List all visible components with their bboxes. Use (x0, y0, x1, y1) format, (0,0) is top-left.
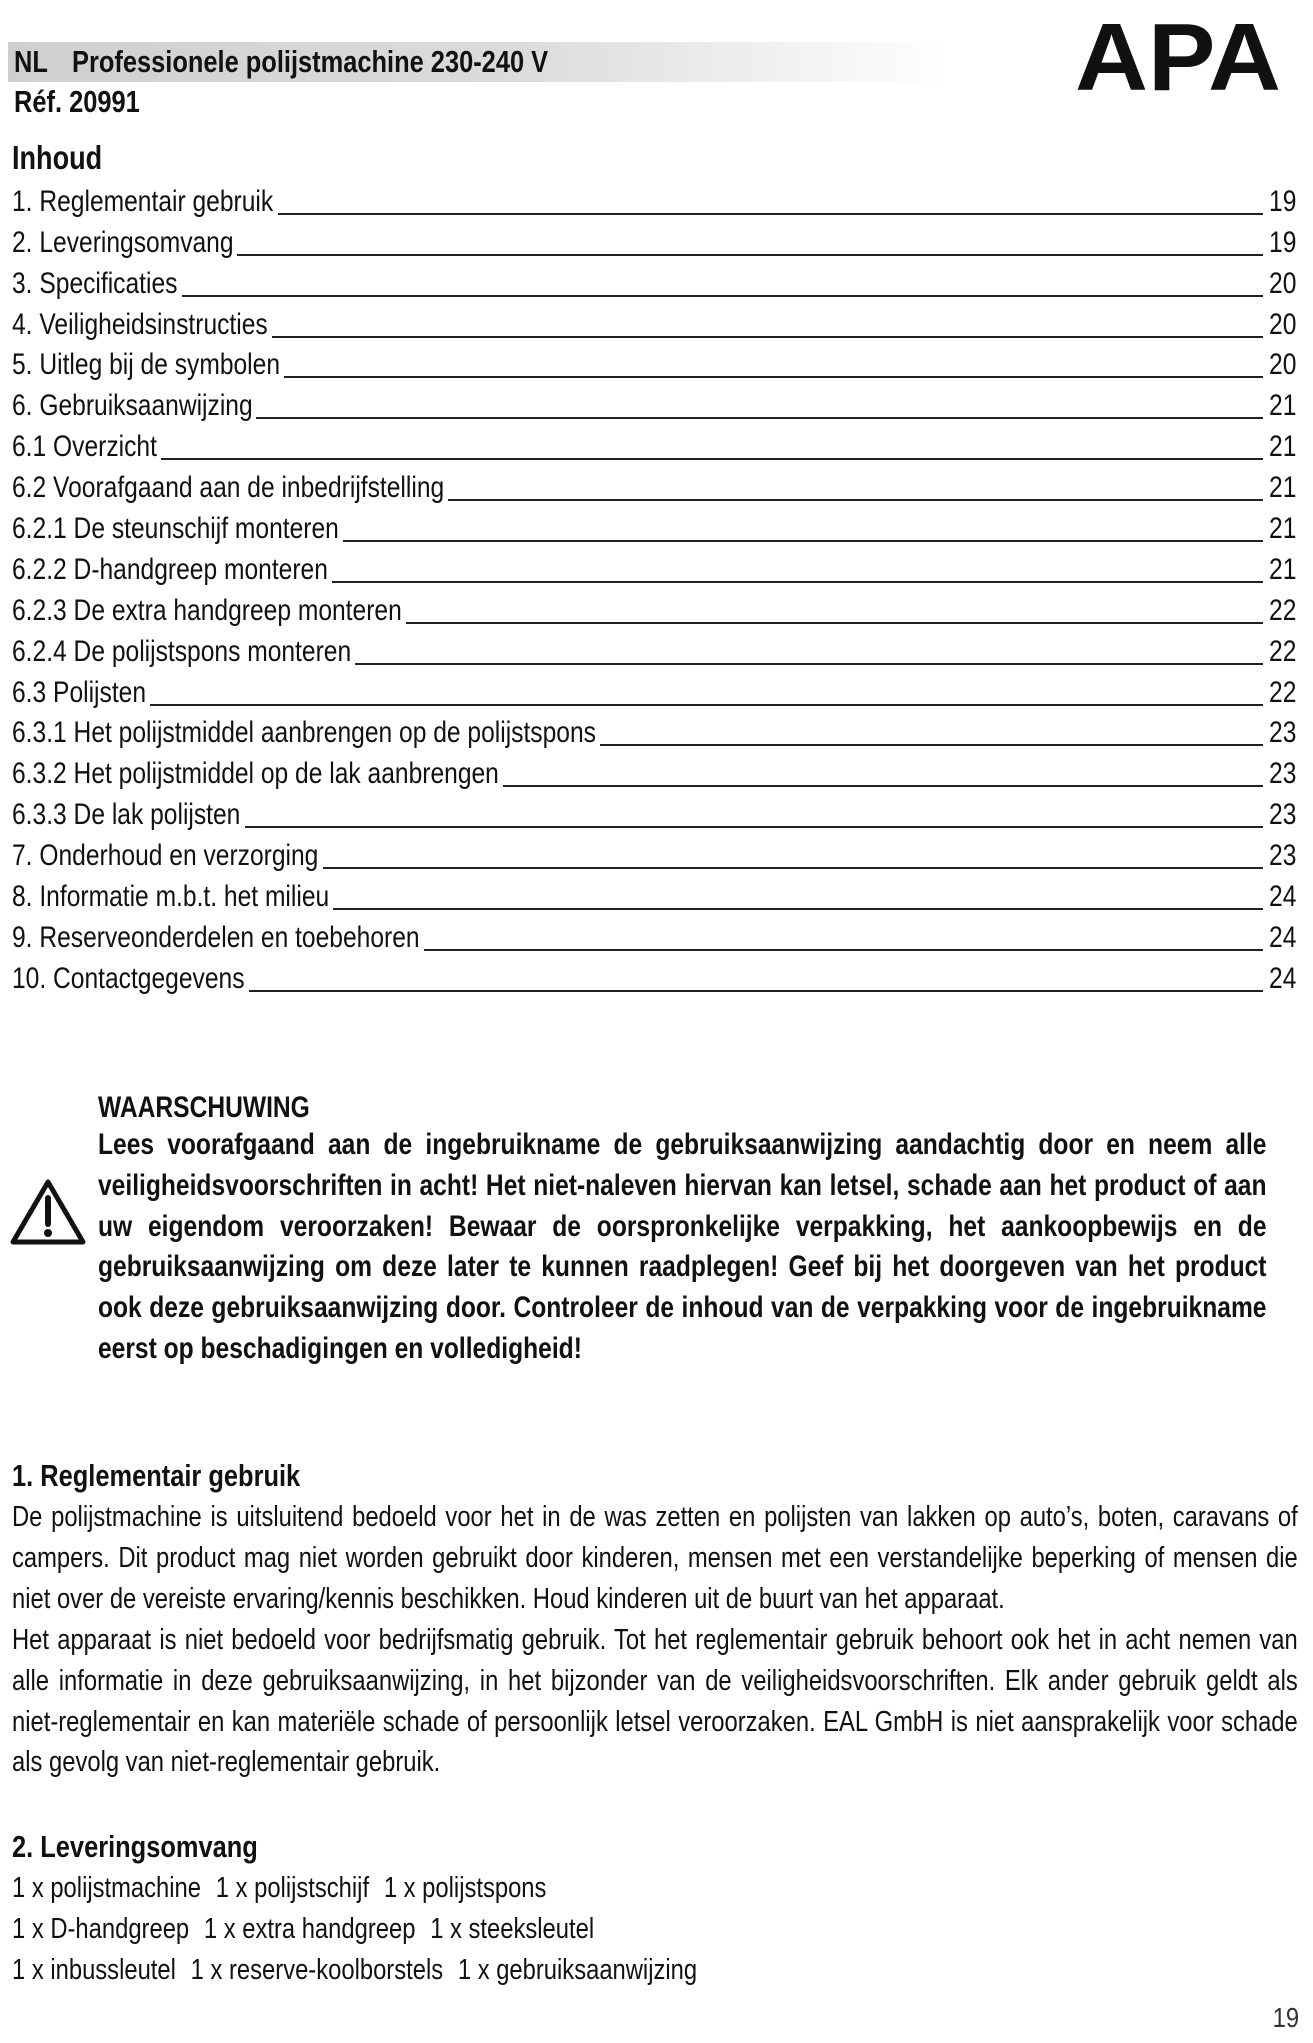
toc-entry: 7. Onderhoud en verzorging 23 (12, 834, 1296, 875)
product-title: Professionele polijstmachine 230-240 V (72, 44, 549, 79)
toc-entry: 4. Veiligheidsinstructies 20 (12, 303, 1296, 344)
toc-leader-line (355, 663, 1262, 665)
paragraph: Het apparaat is niet bedoeld voor bedrijfsmatig gebruik. Tot het reglementair gebruik behoort ook het in acht nemen van alle informatie in deze gebruiksaanwijzing, in het bijzonder van de veiligheidsvoorschriften. Elk ander gebruik geldt als niet-reglementair en kan materiële schade of persoonlijk letsel veroorzaken. EAL GmbH is niet aansprakelijk voor schade als gevolg van niet-reglementair gebruik. (12, 1623, 1298, 1779)
language-code: NL (14, 44, 48, 79)
delivery-item: 1 x reserve-koolborstels (190, 1953, 444, 1986)
delivery-row (12, 1868, 712, 1909)
toc-entry-page: 21 (1268, 389, 1296, 423)
toc-entry: 6.3 Polijsten 22 (12, 671, 1296, 712)
delivery-item: 1 x polijstspons (383, 1872, 547, 1904)
delivery-contents-list (12, 1868, 712, 1990)
toc-entry: 9. Reserveonderdelen en toebehoren 24 (12, 916, 1296, 957)
delivery-item: 1 x gebruiksaanwijzing (457, 1953, 698, 1986)
toc-entry: 6.2.1 De steunschijf monteren 21 (12, 507, 1296, 548)
delivery-item: 1 x D-handgreep (12, 1912, 190, 1945)
toc-leader-line (237, 254, 1262, 256)
delivery-item: 1 x steeksleutel (430, 1912, 595, 1945)
reference-number: Réf. 20991 (14, 84, 140, 119)
section-body-reglementair-gebruik (12, 1497, 1298, 1783)
toc-entry-page: 24 (1268, 961, 1296, 995)
toc-leader-line (448, 499, 1262, 501)
toc-entry: 6.3.3 De lak polijsten 23 (12, 793, 1296, 834)
toc-entry: 6.1 Overzicht 21 (12, 425, 1296, 466)
toc-leader-line (182, 295, 1263, 297)
toc-leader-line (333, 908, 1262, 910)
toc-leader-line (150, 704, 1263, 706)
apa-logo (1072, 12, 1284, 96)
toc-heading: Inhoud (12, 139, 103, 176)
toc-leader-line (249, 990, 1263, 992)
toc-leader-line (503, 785, 1263, 787)
toc-entry: 6.2.3 De extra handgreep monteren 22 (12, 589, 1296, 630)
delivery-row (12, 1950, 712, 1991)
toc-leader-line (343, 540, 1262, 542)
toc-entry: 8. Informatie m.b.t. het milieu 24 (12, 875, 1296, 916)
toc-entry: 1. Reglementair gebruik 19 (12, 180, 1296, 221)
toc-entry-page: 22 (1268, 634, 1296, 668)
page-number: 19 (1272, 2002, 1299, 2033)
delivery-row (12, 1909, 712, 1950)
toc-entry-page: 22 (1268, 593, 1296, 627)
table-of-contents (12, 180, 1296, 998)
section-title-leveringsomvang: 2. Leveringsomvang (12, 1829, 258, 1864)
toc-entry: 6.3.1 Het polijstmiddel aanbrengen op de polijstspons 23 (12, 712, 1296, 753)
toc-leader-line (600, 744, 1263, 746)
toc-entry-page: 23 (1268, 716, 1296, 750)
toc-entry: 6.3.2 Het polijstmiddel op de lak aanbrengen 23 (12, 752, 1296, 793)
delivery-item: 1 x inbussleutel (12, 1953, 176, 1986)
toc-entry: 6.2.4 De polijstspons monteren 22 (12, 630, 1296, 671)
warning-text: Lees voorafgaand aan de ingebruikname de gebruiksaanwijzing aandachtig door en neem alle veiligheidsvoorschriften in acht! Het niet-naleven hiervan kan letsel, schade aan het product of aan uw eigendom veroorzaken! Bewaar de oorspronkelijke verpakking, het aankoopbewijs en de gebruiksaanwijzing om deze later te kunnen raadplegen! Geef bij het doorgeven van het product ook deze gebruiksaanwijzing door. Controleer de inhoud van de verpakking voor de ingebruikname eerst op beschadigingen en volledigheid! (98, 1128, 1267, 1365)
toc-entry-page: 20 (1268, 266, 1296, 300)
delivery-item: 1 x extra handgreep (203, 1912, 416, 1945)
toc-entry: 10. Contactgegevens 24 (12, 957, 1296, 998)
section-title-reglementair-gebruik: 1. Reglementair gebruik (12, 1458, 301, 1493)
toc-leader-line (161, 458, 1262, 460)
toc-entry-page: 22 (1268, 675, 1296, 709)
toc-entry: 6. Gebruiksaanwijzing 21 (12, 384, 1296, 425)
toc-entry-page: 21 (1268, 552, 1296, 586)
toc-leader-line (284, 376, 1262, 378)
toc-leader-line (278, 213, 1263, 215)
toc-entry-page: 20 (1268, 348, 1296, 382)
warning-triangle-icon (10, 1178, 86, 1246)
toc-leader-line (406, 622, 1263, 624)
toc-entry: 3. Specificaties 20 (12, 262, 1296, 303)
toc-entry-page: 20 (1268, 307, 1296, 341)
paragraph: De polijstmachine is uitsluitend bedoeld voor het in de was zetten en polijsten van lakken op auto’s, boten, caravans of campers. Dit product mag niet worden gebruikt door kinderen, mensen met een verstandelijke beperking of mensen die niet over de vereiste ervaring/kennis beschikken. Houd kinderen uit de buurt van het apparaat. (12, 1501, 1298, 1615)
logo-text: APA (1075, 12, 1281, 96)
toc-entry: 6.2.2 D-handgreep monteren 21 (12, 548, 1296, 589)
toc-entry-page: 21 (1268, 512, 1296, 546)
delivery-item: 1 x polijstmachine (12, 1872, 202, 1904)
toc-entry-page: 24 (1268, 920, 1296, 954)
toc-entry: 6.2 Voorafgaand aan de inbedrijfstelling 21 (12, 466, 1296, 507)
warning-title: WAARSCHUWING (98, 1091, 310, 1124)
toc-leader-line (256, 417, 1262, 419)
toc-leader-line (272, 336, 1263, 338)
toc-leader-line (245, 826, 1263, 828)
toc-leader-line (332, 581, 1263, 583)
toc-entry-page: 19 (1268, 184, 1296, 218)
toc-entry-page: 24 (1268, 880, 1296, 914)
toc-entry-page: 23 (1268, 798, 1296, 832)
toc-leader-line (424, 949, 1263, 951)
toc-entry-page: 21 (1268, 471, 1296, 505)
delivery-item: 1 x polijstschijf (215, 1872, 370, 1904)
toc-leader-line (323, 867, 1263, 869)
toc-entry-page: 19 (1268, 225, 1296, 259)
toc-entry-page: 21 (1268, 430, 1296, 464)
toc-entry: 2. Leveringsomvang 19 (12, 221, 1296, 262)
toc-entry-page: 23 (1268, 839, 1296, 873)
toc-entry: 5. Uitleg bij de symbolen 20 (12, 344, 1296, 385)
toc-entry-page: 23 (1268, 757, 1296, 791)
